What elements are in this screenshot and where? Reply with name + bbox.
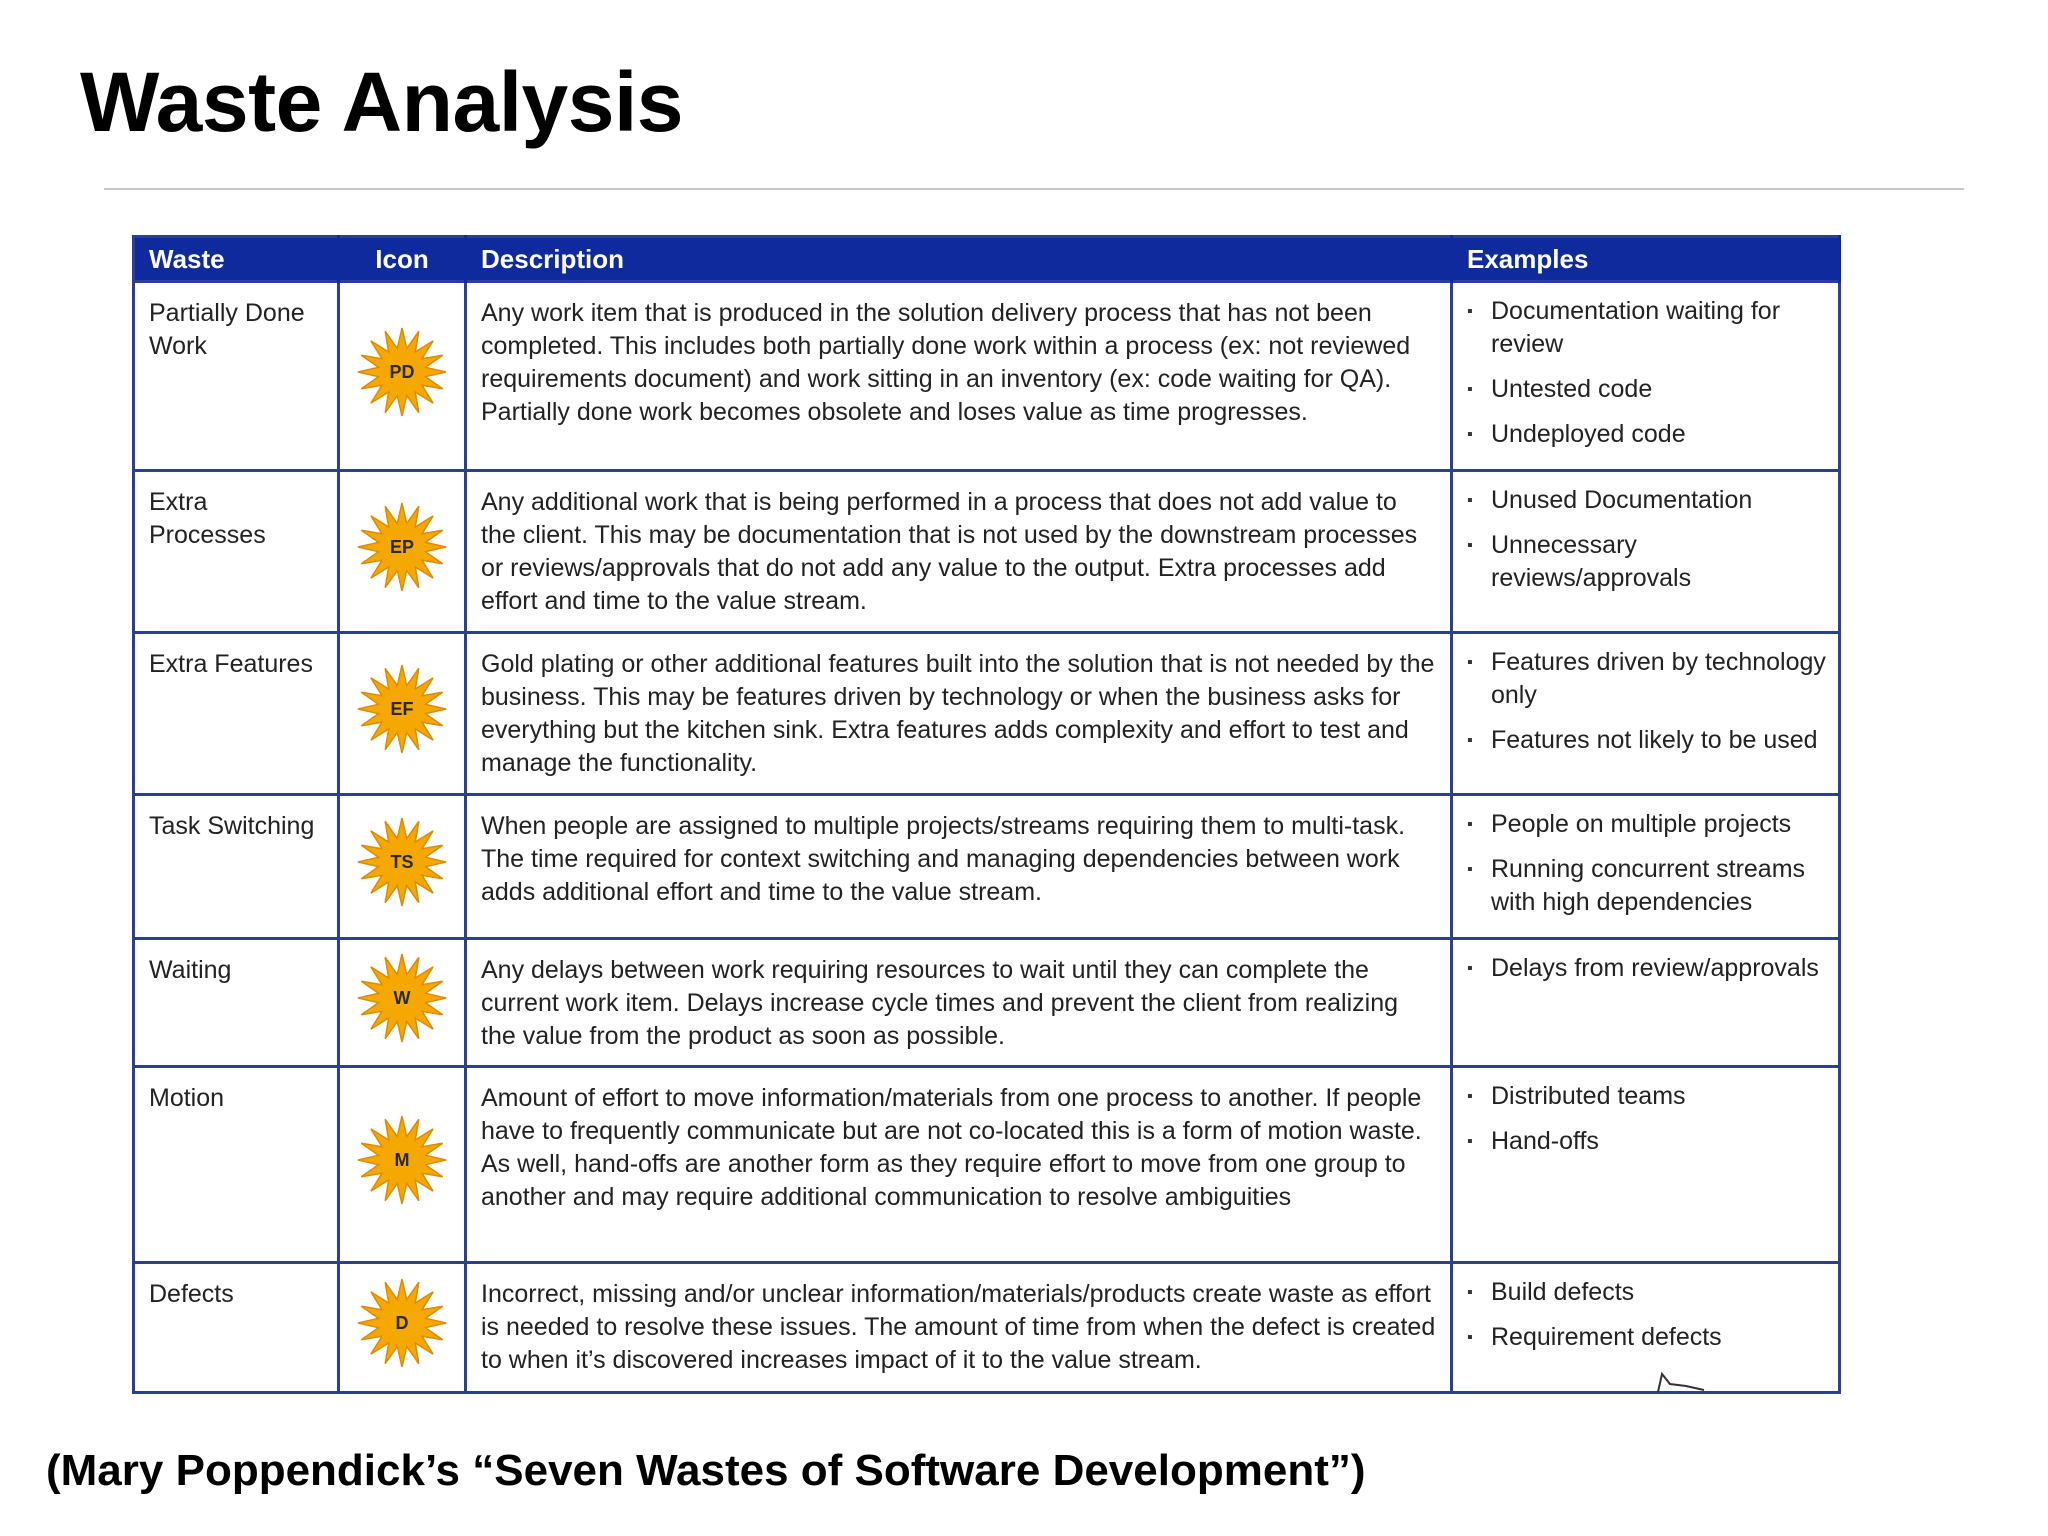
examples-cell	[1452, 939, 1840, 1067]
starburst-icon	[356, 326, 448, 418]
example-item: ▪ Untested code	[1467, 373, 1828, 406]
examples-list	[1467, 484, 1828, 595]
waste-name-cell: Defects	[134, 1263, 339, 1393]
icon-abbreviation: D	[395, 1313, 409, 1333]
icon-cell	[339, 633, 466, 795]
examples-list	[1467, 808, 1828, 919]
example-item: ▪ Features driven by technology only	[1467, 646, 1828, 712]
starburst-icon	[356, 1277, 448, 1369]
icon-abbreviation: PD	[389, 361, 415, 382]
example-item: ▪ Features not likely to be used	[1467, 724, 1828, 757]
description-cell: Incorrect, missing and/or unclear information/materials/products create waste as effort is needed to resolve these issues. The amount of time from when the defect is created to when it’s discovered increases impact of it to the value stream.	[466, 1263, 1452, 1393]
example-item: ▪ Unnecessary reviews/approvals	[1467, 529, 1828, 595]
table-row	[134, 471, 1840, 633]
example-item: ▪ Unused Documentation	[1467, 484, 1828, 517]
example-item: ▪ Documentation waiting for review	[1467, 295, 1828, 361]
examples-list	[1467, 646, 1828, 757]
icon-cell	[339, 795, 466, 939]
waste-name-cell: Extra Features	[134, 633, 339, 795]
icon-cell	[339, 1263, 466, 1393]
examples-list	[1467, 1276, 1828, 1354]
examples-list	[1467, 295, 1828, 451]
header-waste: Waste	[134, 237, 339, 282]
header-icon: Icon	[339, 237, 466, 282]
starburst-icon	[356, 952, 448, 1044]
table-row	[134, 795, 1840, 939]
description-cell: Any additional work that is being performed in a process that does not add value to the client. This may be documentation that is not used by the downstream processes or reviews/approvals that do not add any value to the output. Extra processes add effort and time to the value stream.	[466, 471, 1452, 633]
waste-name-cell: Motion	[134, 1067, 339, 1263]
example-item: ▪ Build defects	[1467, 1276, 1828, 1309]
examples-list	[1467, 952, 1828, 985]
waste-name-cell: Extra Processes	[134, 471, 339, 633]
waste-name-cell: Task Switching	[134, 795, 339, 939]
icon-abbreviation: W	[393, 988, 411, 1008]
description-cell: When people are assigned to multiple projects/streams requiring them to multi-task. The time required for context switching and managing dependencies between work adds additional effort and time to the value stream.	[466, 795, 1452, 939]
table-header-row	[134, 237, 1840, 282]
example-item: ▪ Distributed teams	[1467, 1080, 1828, 1113]
table-row	[134, 1263, 1840, 1393]
description-cell: Any delays between work requiring resources to wait until they can complete the current work item. Delays increase cycle times and prevent the client from realizing the value from the product as soon as possible.	[466, 939, 1452, 1067]
examples-cell	[1452, 471, 1840, 633]
waste-name-cell: Waiting	[134, 939, 339, 1067]
title-divider	[104, 188, 1964, 190]
icon-cell	[339, 1067, 466, 1263]
waste-table	[132, 235, 1841, 1394]
example-item: ▪ Running concurrent streams with high dependencies	[1467, 853, 1828, 919]
starburst-icon	[356, 1114, 448, 1206]
slide-title: Waste Analysis	[80, 55, 684, 149]
examples-cell	[1452, 795, 1840, 939]
waste-table-container	[132, 235, 1838, 1394]
description-cell: Amount of effort to move information/materials from one process to another. If people have to frequently communicate but are not co-located this is a form of motion waste. As well, hand-offs are another form as they require effort to move from one group to another and may require additional communication to resolve ambiguities	[466, 1067, 1452, 1263]
waste-name-cell: Partially Done Work	[134, 282, 339, 471]
cursor-icon	[1656, 1370, 1706, 1394]
description-cell: Gold plating or other additional features built into the solution that is not needed by the business. This may be features driven by technology or when the business asks for everything but the kitchen sink. Extra features adds complexity and effort to test and manage the functionality.	[466, 633, 1452, 795]
starburst-icon	[356, 816, 448, 908]
icon-abbreviation: EF	[390, 699, 414, 719]
starburst-icon	[356, 501, 448, 593]
icon-cell	[339, 939, 466, 1067]
icon-abbreviation: M	[394, 1150, 410, 1170]
table-row	[134, 939, 1840, 1067]
examples-list	[1467, 1080, 1828, 1158]
examples-cell	[1452, 633, 1840, 795]
icon-cell	[339, 282, 466, 471]
example-item: ▪ Undeployed code	[1467, 418, 1828, 451]
table-row	[134, 633, 1840, 795]
table-row	[134, 1067, 1840, 1263]
examples-cell	[1452, 1263, 1840, 1393]
example-item: ▪ Hand-offs	[1467, 1125, 1828, 1158]
icon-abbreviation: TS	[390, 852, 414, 872]
table-body	[134, 282, 1840, 1393]
starburst-icon	[356, 663, 448, 755]
table-row	[134, 282, 1840, 471]
header-description: Description	[466, 237, 1452, 282]
example-item: ▪ Requirement defects	[1467, 1321, 1828, 1354]
header-examples: Examples	[1452, 237, 1840, 282]
source-citation: (Mary Poppendick’s “Seven Wastes of Software Development”)	[46, 1446, 1366, 1495]
examples-cell	[1452, 282, 1840, 471]
example-item: ▪ People on multiple projects	[1467, 808, 1828, 841]
icon-cell	[339, 471, 466, 633]
icon-abbreviation: EP	[389, 537, 414, 557]
example-item: ▪ Delays from review/approvals	[1467, 952, 1828, 985]
examples-cell	[1452, 1067, 1840, 1263]
description-cell: Any work item that is produced in the solution delivery process that has not been completed. This includes both partially done work within a process (ex: not reviewed requirements document) and work sitting in an inventory (ex: code waiting for QA). Partially done work becomes obsolete and loses value as time progresses.	[466, 282, 1452, 471]
